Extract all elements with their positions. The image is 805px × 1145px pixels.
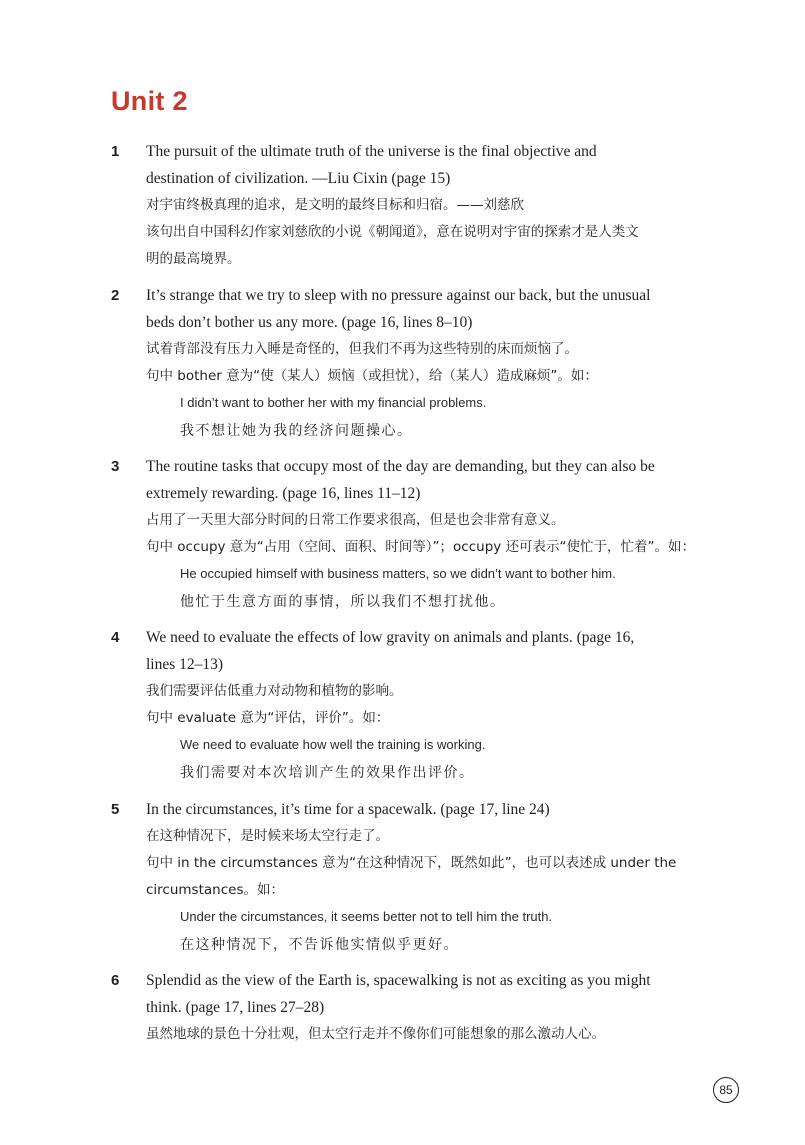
entry-body	[146, 967, 676, 1048]
entry-number: 5	[111, 801, 120, 818]
example-sentence-cn: 我们需要对本次培训产生的效果作出评价。	[180, 765, 475, 781]
entry-number: 1	[111, 143, 120, 160]
chinese-translation: 占用了一天里大部分时间的日常工作要求很高，但是也会非常有意义。	[146, 512, 565, 528]
explanation-line: 句中 evaluate 意为“评估，评价”。如：	[146, 710, 390, 726]
example-sentence-en: I didn’t want to bother her with my financial problems.	[180, 395, 487, 410]
explanation-line: 明的最高境界。	[146, 251, 241, 267]
example-sentence-en: He occupied himself with business matters, so we didn’t want to bother him.	[180, 566, 616, 581]
english-sentence-line: extremely rewarding. (page 16, lines 11–12)	[146, 485, 421, 502]
explanation-line: 句中 in the circumstances 意为“在这种情况下，既然如此”，也可以表述成 under the	[146, 855, 677, 871]
english-sentence-line: lines 12–13)	[146, 656, 224, 673]
chinese-translation: 在这种情况下，是时候来场太空行走了。	[146, 828, 389, 844]
explanation-line: 句中 occupy 意为“占用（空间、面积、时间等）”；occupy 还可表示“使忙于，忙着”。如：	[146, 539, 696, 555]
explanation-line: 句中 bother 意为“使（某人）烦恼（或担忧），给（某人）造成麻烦”。如：	[146, 368, 598, 384]
english-sentence-line: beds don’t bother us any more. (page 16, lines 8–10)	[146, 314, 473, 331]
entry-body	[146, 282, 676, 446]
english-sentence-line: The pursuit of the ultimate truth of the universe is the final objective and	[146, 143, 597, 160]
entry-body	[146, 624, 676, 788]
english-sentence-line: destination of civilization. —Liu Cixin (page 15)	[146, 170, 451, 187]
explanation-line: circumstances。如：	[146, 882, 284, 898]
page-number: 85	[713, 1077, 739, 1103]
entry-number: 4	[111, 629, 120, 646]
english-sentence-line: think. (page 17, lines 27–28)	[146, 999, 325, 1016]
chinese-translation: 试着背部没有压力入睡是奇怪的，但我们不再为这些特别的床而烦恼了。	[146, 341, 578, 357]
chinese-translation: 对宇宙终极真理的追求，是文明的最终目标和归宿。——刘慈欣	[146, 197, 524, 213]
example-sentence-en: Under the circumstances, it seems better not to tell him the truth.	[180, 909, 553, 924]
example-sentence-cn: 他忙于生意方面的事情，所以我们不想打扰他。	[180, 594, 506, 610]
entry-number: 3	[111, 458, 120, 475]
english-sentence-line: Splendid as the view of the Earth is, spacewalking is not as exciting as you might	[146, 972, 651, 989]
example-sentence-cn: 我不想让她为我的经济问题操心。	[180, 423, 413, 439]
entry-body	[146, 453, 696, 617]
unit-title: Unit 2	[111, 86, 188, 116]
entry-number: 6	[111, 972, 120, 989]
english-sentence-line: It’s strange that we try to sleep with no pressure against our back, but the unusual	[146, 287, 651, 304]
chinese-translation: 虽然地球的景色十分壮观，但太空行走并不像你们可能想象的那么激动人心。	[146, 1026, 605, 1042]
english-sentence-line: In the circumstances, it’s time for a spacewalk. (page 17, line 24)	[146, 801, 550, 818]
entry-body	[146, 796, 676, 960]
explanation-line: 该句出自中国科幻作家刘慈欣的小说《朝闻道》，意在说明对宇宙的探索才是人类文	[146, 224, 639, 240]
chinese-translation: 我们需要评估低重力对动物和植物的影响。	[146, 683, 403, 699]
english-sentence-line: We need to evaluate the effects of low gravity on animals and plants. (page 16,	[146, 629, 635, 646]
entry-number: 2	[111, 287, 120, 304]
example-sentence-en: We need to evaluate how well the training is working.	[180, 737, 486, 752]
entry-body	[146, 138, 676, 273]
example-sentence-cn: 在这种情况下，不告诉他实情似乎更好。	[180, 937, 459, 953]
english-sentence-line: The routine tasks that occupy most of the day are demanding, but they can also be	[146, 458, 655, 475]
